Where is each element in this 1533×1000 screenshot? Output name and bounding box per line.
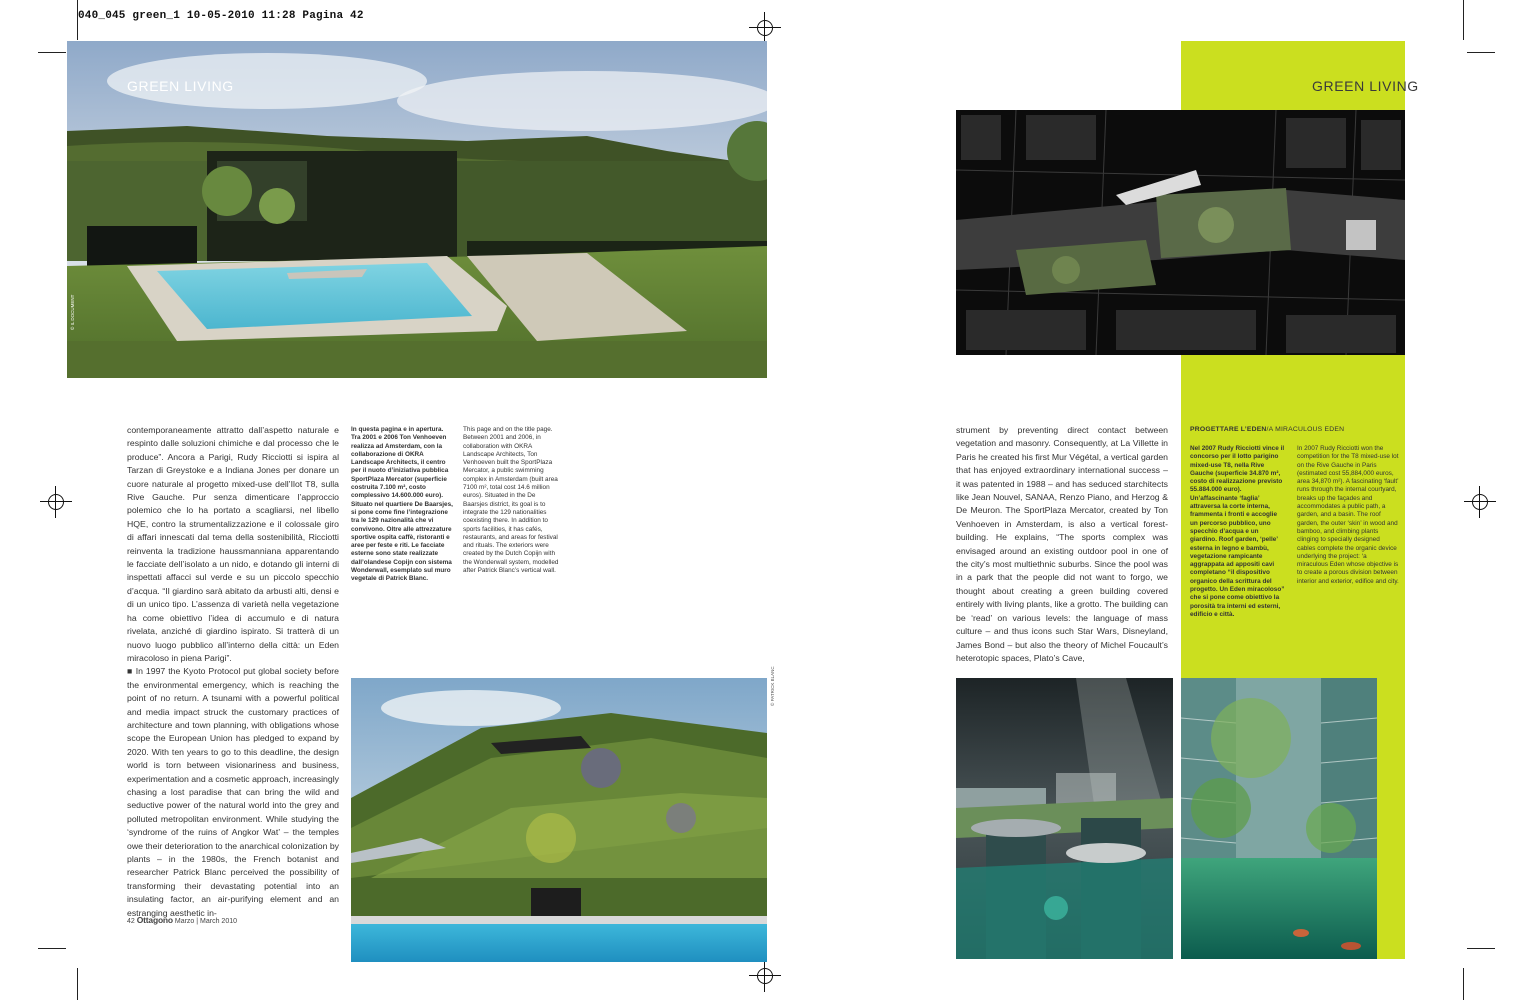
registration-mark-icon	[1464, 486, 1496, 518]
crop-mark	[77, 968, 78, 1000]
section-title-left: GREEN LIVING	[127, 78, 234, 94]
registration-mark-icon	[40, 486, 72, 518]
article-text-english: ■ In 1997 the Kyoto Protocol put global society before the environmental emergency, which is reaching the point of no return. A tsunami with a powerful political and media impact struck the customary practices of architecture and town planning, with obligations whose scope the European Union has pledged to expand by 2020. With ten years to go to this deadline, the design world is torn between visionariness and business, experimentation and a cosmetic approach, increasingly chasing a lost paradise that can bring the wild and seductive power of the natural world into the grey and polluted metropolitan environment. While studying the ‘syndrome of the ruins of Angkor Wat’ – the temples owe their deterioration to the anarchical colonization by plants – in the 1980s, the French botanist and researcher Patrick Blanc perceived the possibility of transforming their devastating potential into an insulating factor, an air-purifying element and an estranging aesthetic in-	[127, 666, 340, 918]
crop-mark	[38, 948, 66, 949]
crop-mark	[38, 52, 66, 53]
crop-mark	[1463, 968, 1464, 1000]
magazine-logo: Ottagono	[136, 915, 173, 925]
print-slug: 040_045 green_1 10-05-2010 11:28 Pagina 42	[78, 10, 364, 22]
page-number: 42	[127, 918, 135, 925]
registration-mark-icon	[749, 960, 781, 992]
sidebar-heading	[1190, 426, 1395, 433]
site-plan-image	[956, 110, 1405, 355]
page-footer	[127, 915, 237, 925]
article-text-italian: contemporaneamente attratto dall’aspetto naturale e respinto dalle soluzioni chimiche e dal processo che le produce”. Ancora a Parigi, Rudy Ricciotti si ispira al Tarzan di Greystoke e a Indiana Jones per donare un cuore naturale al progetto mixed-use dell’Ilot T8, sulla Rive Gauche. Pur senza dimenticare l’approccio polemico che lo ha portato a scagliarsi, nel libello HQE, contro la strumentalizzazione e il colossale giro di affari innescati dal tema della sostenibilità, Ricciotti reinventa la tradizione haussmanniana apparentando le facciate dell’isolato a un nido, e dotando gli interni di inspettati affacci sul verde e su un piccolo specchio d’acqua. “Il giardino sarà abitato da arbusti alti, densi e di un unico tipo. L’assenza di varietà nella vegetazione ha come obiettivo l’idea di accumulo e di natura rivelata, anziché di giardino ispirato. Si tratterà di un nuovo luogo pubblico all’interno della città: un Eden miracoloso in piena Parigi”.	[127, 425, 339, 663]
sidebar-text-english: In 2007 Rudy Ricciotti won the competition for the T8 mixed-use lot on the Rive Gauche in Paris (estimated cost 55,884,000 euros, area 34,870 m²). A fascinating ‘fault’ runs through the internal courtyard, breaks up the façades and accommodates a public path, a garden, and a basin. The roof garden, the outer ‘skin’ in wood and bamboo, and climbing plants clinging to specially designed cables complete the organic device underlying the project: ‘a miraculous Eden whose objective is to create a porous division between interior and exterior, edifice and city.	[1297, 445, 1399, 585]
rendering-garden-photo	[1181, 678, 1377, 959]
sidebar-heading-english: /A MIRACULOUS EDEN	[1266, 426, 1345, 433]
article-column-left	[127, 424, 339, 920]
crop-mark	[77, 0, 78, 40]
crop-mark	[1463, 0, 1464, 40]
registration-mark-icon	[749, 12, 781, 44]
photo-credit-bottom: © PATRICK BLANC	[770, 666, 775, 706]
section-title-right: GREEN LIVING	[1312, 78, 1419, 94]
caption-english: This page and on the title page. Between 2001 and 2006, in collaboration with OKRA Landscape Architects, Ton Venhoeven built the SportPlaza Mercator, a public swimming complex in Amsterdam (built area 7100 m², total cost 14.6 million euros). Situated in the De Baarsjes district, its goal is to integrate the 129 nationalities coexisting there. In addition to sports facilities, it has cafés, restaurants, and areas for festival and rituals. The exteriors were created by the Dutch Copijn with the Wonderwall system, modelled after Patrick Blanc’s vertical wall.	[463, 426, 559, 575]
sidebar-heading-italian: PROGETTARE L’EDEN	[1190, 426, 1267, 433]
rendering-night-photo	[956, 678, 1173, 959]
caption-italian: In questa pagina e in apertura. Tra 2001 e 2006 Ton Venhoeven realizza ad Amsterdam, con la collaborazione di OKRA Landscape Architects, il centro per il nuoto d’iniziativa pubblica SportPlaza Mercator (superficie costruita 7.100 m², costo complessivo 14.600.000 euro). Situato nel quartiere De Baarsjes, si pone come fine l’integrazione tra le 129 nazionalità che vi convivono. Oltre alle attrezzature sportive ospita caffè, ristoranti e aree per feste e riti. Le facciate esterne sono state realizzate dall’olandese Copijn con sistema Wonderwall, esemplato sul muro vegetale di Patrick Blanc.	[351, 426, 453, 583]
crop-mark	[1467, 948, 1495, 949]
green-wall-pool-photo	[351, 678, 767, 962]
issue-date: Marzo | March 2010	[174, 918, 237, 925]
article-column-right: strument by preventing direct contact between vegetation and masonry. Consequently, at La Villette in Paris he created his first Mur Végétal, a vertical garden that has enjoyed extraordinary international success – it was patented in 1988 – and has seduced starchitects like Jean Nouvel, SANAA, Renzo Piano, and Herzog & De Meuron. The SportPlaza Mercator, created by Ton Venhoeven in Amsterdam, is also a vertical forest-building. He explains, “The sports complex was envisaged around an existing outdoor pool in one of the city’s most multiethnic suburbs. Since the pool was in a park that the people did not want to forgo, we thought about creating a green building covered entirely with living plants, like a grotto. The building can be ‘read’ on various levels: the language of mass culture – and thus icons such Star Wars, Disneyland, James Bond – but also the theory of Michel Foucault’s heterotopic spaces, Plato’s Cave,	[956, 425, 1168, 663]
sidebar-box	[1190, 426, 1395, 433]
sidebar-text-italian: Nel 2007 Rudy Ricciotti vince il concorso per il lotto parigino mixed-use T8, nella Rive Gauche (superficie 34.870 m², costo di realizzazione previsto 55.884.000 euro). Un’affascinante ‘faglia’ attraversa la corte interna, frammenta i fronti e accoglie un percorso pubblico, uno specchio d’acqua e un giardino. Roof garden, ‘pelle’ esterna in legno e bambù, vegetazione rampicante aggrappata ad appositi cavi completano “il dispositivo organico della scrittura del progetto. Un Eden miracoloso” che si pone come obiettivo la porosità tra interni ed esterni, edificio e città.	[1190, 445, 1285, 618]
photo-credit-top: © IL DOCUMENT	[70, 294, 75, 330]
crop-mark	[1467, 52, 1495, 53]
